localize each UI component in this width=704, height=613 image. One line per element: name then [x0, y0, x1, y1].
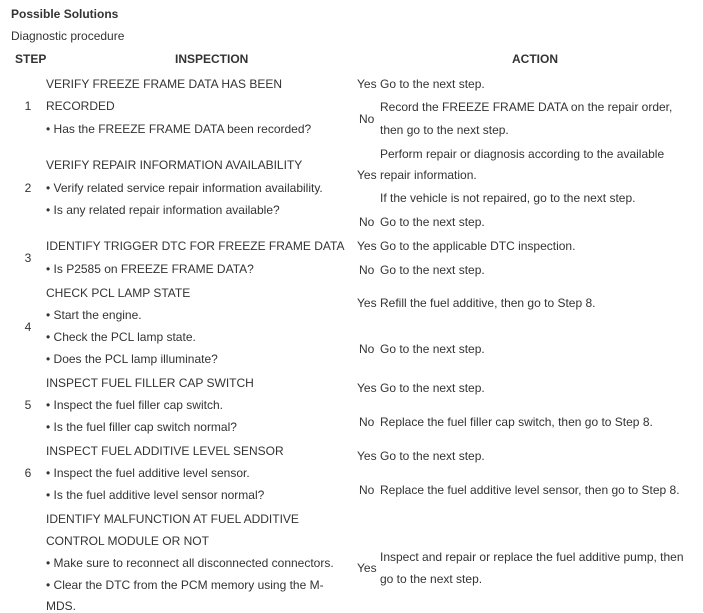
action-line: go to the next step.	[380, 572, 483, 586]
inspection-line: • Has the FREEZE FRAME DATA been recorded?	[46, 122, 312, 136]
action-line: Perform repair or diagnosis according to the available	[380, 147, 665, 161]
step-number: 3	[24, 251, 32, 265]
inspection-line: • Is the fuel additive level sensor normal?	[46, 488, 265, 502]
answer-label: No	[359, 483, 375, 497]
column-header-step: STEP	[15, 52, 47, 66]
inspection-line: VERIFY FREEZE FRAME DATA HAS BEEN	[46, 77, 283, 91]
inspection-line: MDS.	[46, 599, 76, 613]
answer-label: Yes	[357, 561, 377, 575]
inspection-line: • Is the fuel filler cap switch normal?	[46, 420, 237, 434]
answer-label: Yes	[357, 381, 377, 395]
inspection-line: • Make sure to reconnect all disconnected connectors.	[46, 556, 334, 570]
inspection-line: • Check the PCL lamp state.	[46, 330, 196, 344]
column-header-inspection: INSPECTION	[175, 52, 249, 66]
inspection-line: VERIFY REPAIR INFORMATION AVAILABILITY	[46, 158, 303, 172]
inspection-line: • Is any related repair information available?	[46, 203, 280, 217]
answer-label: Yes	[357, 168, 377, 182]
action-line: Inspect and repair or replace the fuel additive pump, then	[380, 550, 684, 564]
inspection-line: INSPECT FUEL FILLER CAP SWITCH	[46, 376, 254, 390]
action-line: then go to the next step.	[380, 123, 509, 137]
inspection-line: • Is P2585 on FREEZE FRAME DATA?	[46, 262, 254, 276]
column-header-action: ACTION	[512, 52, 558, 66]
inspection-line: CONTROL MODULE OR NOT	[46, 534, 209, 548]
action-line: Go to the next step.	[380, 263, 485, 277]
answer-label: Yes	[357, 296, 377, 310]
action-line: Record the FREEZE FRAME DATA on the repair order,	[380, 100, 673, 114]
step-number: 5	[24, 398, 32, 412]
step-number: 6	[24, 466, 32, 480]
answer-label: No	[359, 342, 375, 356]
action-line: Go to the next step.	[380, 215, 485, 229]
action-line: repair information.	[380, 168, 477, 182]
inspection-line: • Inspect the fuel additive level sensor.	[46, 466, 250, 480]
section-subtitle: Diagnostic procedure	[11, 29, 125, 43]
action-line: Replace the fuel additive level sensor, then go to Step 8.	[380, 483, 680, 497]
answer-label: No	[359, 263, 375, 277]
inspection-line: • Does the PCL lamp illuminate?	[46, 352, 218, 366]
action-line: Go to the next step.	[380, 342, 485, 356]
action-line: Replace the fuel filler cap switch, then go to Step 8.	[380, 415, 653, 429]
step-number: 2	[24, 181, 32, 195]
answer-label: Yes	[357, 449, 377, 463]
inspection-line: INSPECT FUEL ADDITIVE LEVEL SENSOR	[46, 444, 284, 458]
inspection-line: IDENTIFY TRIGGER DTC FOR FREEZE FRAME DATA	[46, 239, 345, 253]
inspection-line: IDENTIFY MALFUNCTION AT FUEL ADDITIVE	[46, 512, 299, 526]
inspection-line: • Start the engine.	[46, 308, 142, 322]
action-line: If the vehicle is not repaired, go to the next step.	[380, 191, 636, 205]
inspection-line: • Clear the DTC from the PCM memory using the M-	[46, 578, 324, 592]
answer-label: No	[359, 415, 375, 429]
answer-label: Yes	[357, 77, 377, 91]
answer-label: No	[359, 112, 375, 126]
answer-label: Yes	[357, 239, 377, 253]
action-line: Go to the applicable DTC inspection.	[380, 239, 576, 253]
action-line: Go to the next step.	[380, 381, 485, 395]
answer-label: No	[359, 215, 375, 229]
inspection-line: RECORDED	[46, 99, 115, 113]
inspection-line: • Inspect the fuel filler cap switch.	[46, 398, 223, 412]
inspection-line: CHECK PCL LAMP STATE	[46, 286, 191, 300]
step-number: 1	[24, 99, 32, 113]
action-line: Refill the fuel additive, then go to Step 8.	[380, 296, 596, 310]
action-line: Go to the next step.	[380, 77, 485, 91]
section-title: Possible Solutions	[11, 7, 119, 21]
inspection-line: • Verify related service repair information availability.	[46, 181, 323, 195]
step-number: 4	[24, 320, 32, 334]
action-line: Go to the next step.	[380, 449, 485, 463]
